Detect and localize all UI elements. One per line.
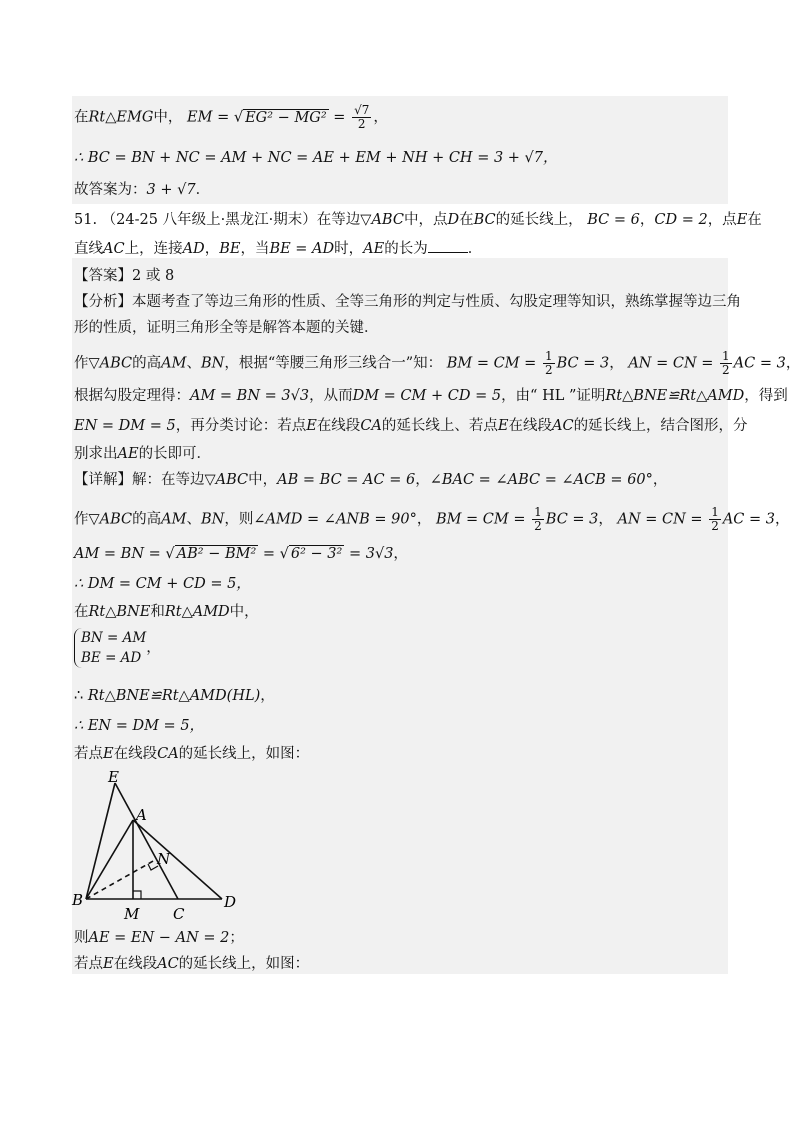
answer-blank xyxy=(428,238,468,253)
right-angle-M xyxy=(133,891,141,899)
segment-BN xyxy=(86,860,155,899)
fraction: $\frac{1}{2}$ xyxy=(544,349,553,377)
label-N: N xyxy=(157,850,171,868)
label-D: D xyxy=(224,893,237,911)
label-C: C xyxy=(173,905,185,923)
analysis-line-1: 【分析】本题考查了等边三角形的性质、全等三角形的判定与性质、勾股定理等知识，熟练掌握等边三角 xyxy=(74,294,741,310)
triangle-figure xyxy=(66,766,246,926)
line-1: 在Rt△EMG中， EM = √ EG² − MG² = $\frac{√7}{2}$ ， xyxy=(74,103,388,131)
fraction: $\frac{1}{2}$ xyxy=(722,349,730,377)
detail-line-5: 在Rt△BNE和Rt△AMD中， xyxy=(74,604,259,620)
detail-line-3: AM = BN = √ AB² − BM² = √ 6² − 3² = 3√3， xyxy=(74,546,408,562)
detail-line-10: 则AE = EN − AN = 2； xyxy=(74,930,244,946)
line-2: ∴ BC = BN + NC = AM + NC = AE + EM + NH + CH = 3 + √7， xyxy=(74,150,558,166)
label-A: A xyxy=(136,806,147,824)
line-3: 故答案为：3 + √7． xyxy=(74,182,211,198)
detail-line-9: 若点E在线段CA的延长线上，如图： xyxy=(74,746,310,762)
label-M: M xyxy=(124,905,140,923)
answer-line: 【答案】2 或 8 xyxy=(74,268,175,284)
detail-line-6: BN = AM BE = AD， xyxy=(74,628,161,668)
detail-line-2: 作▽ABC的高AM、BN，则∠AMD = ∠ANB = 90°， BM = CM = $\frac{1}{2}$ BC = 3， AN = CN = $\frac{1}{2}$ AC = 3， xyxy=(74,505,790,533)
equation-system: BN = AM BE = AD xyxy=(74,628,146,668)
question-line-1: 51. （24-25 八年级上·黑龙江·期末）在等边▽ABC中，点D在BC的延长线上， BC = 6，CD = 2，点E在 xyxy=(74,212,762,228)
detail-line-7: ∴ Rt△BNE≌Rt△AMD(HL)， xyxy=(74,688,275,704)
segment-BA xyxy=(86,820,133,899)
analysis-line-5: EN = DM = 5，再分类讨论：若点E在线段CA的延长线上、若点E在线段AC的延长线上，结合图形，分 xyxy=(74,418,748,434)
detail-line-8: ∴ EN = DM = 5， xyxy=(74,718,205,734)
fraction: $\frac{1}{2}$ xyxy=(534,505,542,533)
detail-line-4: ∴ DM = CM + CD = 5， xyxy=(74,576,251,592)
segment-EC xyxy=(115,783,178,899)
detail-line-11: 若点E在线段AC的延长线上，如图： xyxy=(74,956,310,972)
detail-line-1: 【详解】解：在等边▽ABC中，AB = BC = AC = 6，∠BAC = ∠ABC = ∠ACB = 60°， xyxy=(74,472,668,488)
fraction: $\frac{√7}{2}$ xyxy=(354,103,370,131)
analysis-line-4: 根据勾股定理得：AM = BN = 3√3，从而DM = CM + CD = 5，由“ HL ”证明Rt△BNE≌Rt△AMD，得到 xyxy=(74,388,788,404)
segment-BE xyxy=(86,783,115,899)
segment-AD xyxy=(133,820,222,899)
analysis-line-3: 作▽ABC的高AM、BN，根据“等腰三角形三线合一”知： BM = CM = $\frac{1}{2}$ BC = 3， AN = CN = $\frac{1}{2}$ AC = 3， xyxy=(74,349,800,377)
fraction: $\frac{1}{2}$ xyxy=(711,505,719,533)
question-line-2: 直线AC上，连接AD，BE，当BE = AD时，AE的长为 ． xyxy=(74,238,482,259)
analysis-line-2: 形的性质，证明三角形全等是解答本题的关键． xyxy=(74,320,379,336)
label-B: B xyxy=(72,891,84,909)
label-E: E xyxy=(108,768,119,786)
analysis-line-6: 别求出AE的长即可． xyxy=(74,446,212,462)
